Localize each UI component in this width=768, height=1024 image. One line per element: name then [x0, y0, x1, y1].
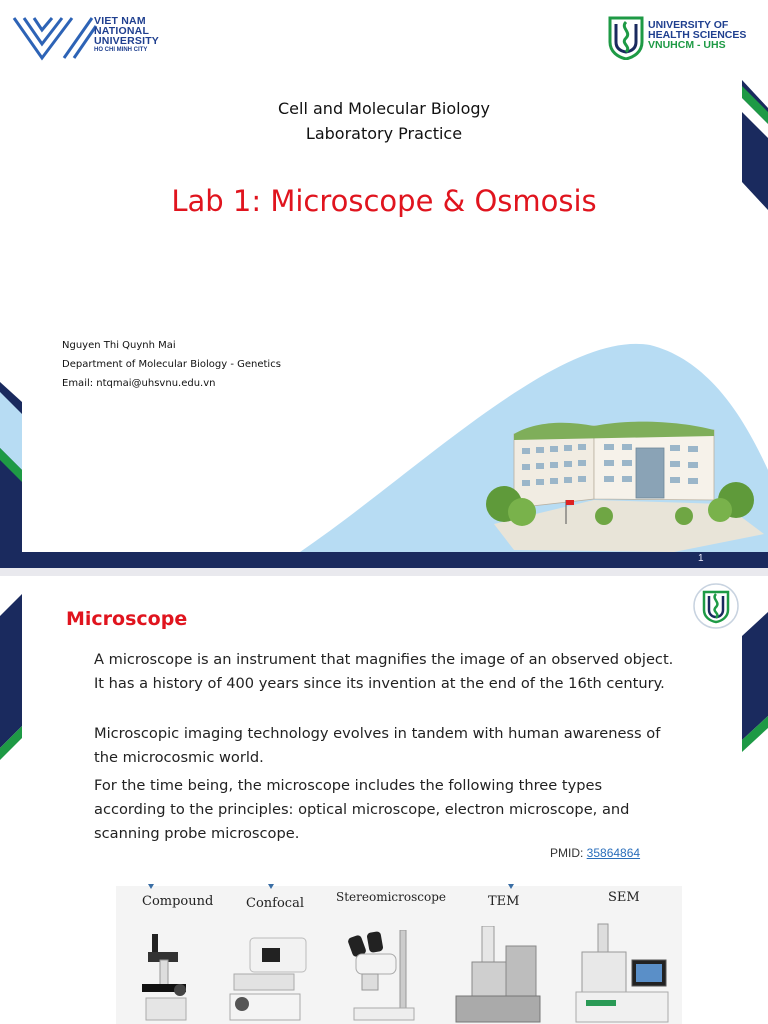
campus-building-illustration: [474, 404, 768, 554]
vnu-line-2: NATIONAL: [94, 25, 150, 37]
slide-separator: [0, 568, 768, 576]
compound-microscope-icon: [130, 930, 200, 1024]
vnu-logo-text: [94, 16, 174, 54]
uhs-shield-logo-icon: [606, 14, 646, 60]
pmid-label: PMID:: [550, 846, 587, 860]
arrow-down-icon: [508, 884, 514, 889]
author-email: Email: ntqmai@uhsvnu.edu.vn: [62, 378, 216, 389]
label-confocal: Confocal: [246, 896, 304, 911]
author-department: Department of Molecular Biology - Genetics: [62, 359, 281, 370]
vnu-line-1: VIET NAM: [94, 15, 146, 27]
course-title-line-2: Laboratory Practice: [305, 124, 463, 143]
author-name: Nguyen Thi Quynh Mai: [62, 340, 176, 351]
author-info: [62, 336, 281, 393]
uhs-line-1: UNIVERSITY OF: [648, 19, 729, 31]
label-compound: Compound: [142, 894, 214, 909]
paragraph-definition: A microscope is an instrument that magnifies the image of an observed object. It has a history of 400 years since its invention at the end of the 16th century.: [94, 651, 674, 692]
label-stereomicroscope: Stereomicroscope: [336, 890, 446, 904]
page-number: 1: [698, 553, 704, 564]
uhs-round-logo-icon: [692, 582, 740, 630]
lab-title: Lab 1: Microscope & Osmosis: [171, 184, 597, 218]
uhs-logo-text: [648, 20, 758, 50]
arrow-down-icon: [148, 884, 154, 889]
vnu-line-3: UNIVERSITY: [94, 35, 160, 47]
stereomicroscope-icon: [342, 930, 422, 1024]
paragraph-types: For the time being, the microscope includes the following three types according to the principles: optical microscope, electron microscope, and scanning probe microscope.: [94, 777, 630, 842]
uhs-line-2: HEALTH SCIENCES: [648, 29, 747, 41]
arrow-down-icon: [268, 884, 274, 889]
tem-microscope-icon: [442, 926, 552, 1024]
pmid-link[interactable]: 35864864: [586, 846, 641, 860]
uhs-line-3: VNUHCM - UHS: [648, 39, 726, 51]
section-title: Microscope: [66, 608, 188, 630]
confocal-microscope-icon: [220, 934, 312, 1024]
sem-microscope-icon: [572, 916, 672, 1024]
pmid-reference: [550, 846, 640, 860]
vnu-line-4: HO CHI MINH CITY: [94, 47, 148, 53]
label-sem: SEM: [608, 890, 640, 905]
course-title: [0, 96, 768, 146]
course-title-line-1: Cell and Molecular Biology: [278, 99, 490, 118]
microscope-types-figure: [116, 886, 682, 1024]
microscope-slide: [0, 576, 768, 1024]
paragraph-evolution: Microscopic imaging technology evolves in tandem with human awareness of the microcosmic world.: [94, 725, 661, 766]
label-tem: TEM: [488, 894, 520, 909]
